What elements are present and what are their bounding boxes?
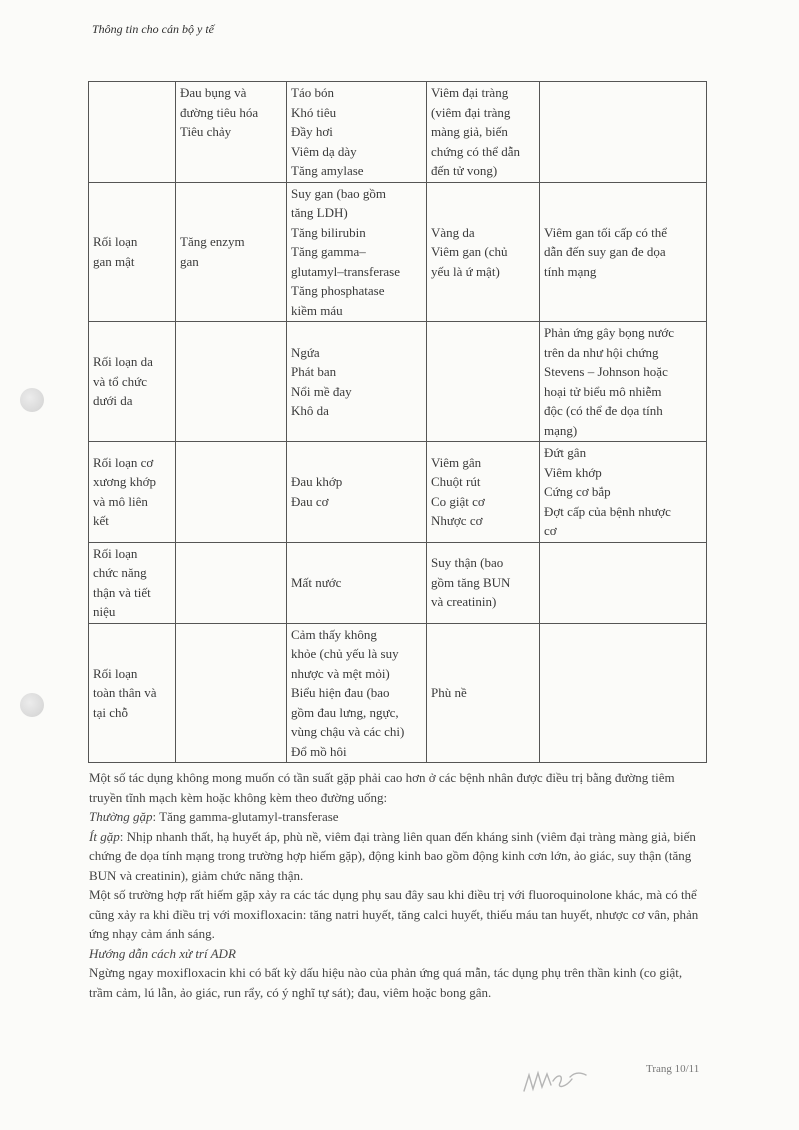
rare-cell: Vàng da Viêm gan (chủ yếu là ứ mật)	[427, 182, 540, 322]
table-row	[89, 623, 707, 763]
uncommon-cell: Táo bón Khó tiêu Đầy hơi Viêm dạ dày Tăng amylase	[287, 82, 427, 183]
very-rare-cell	[540, 542, 707, 623]
frequency-label-common: Thường gặp	[89, 809, 153, 824]
punch-hole-top	[20, 388, 44, 412]
table-row	[89, 542, 707, 623]
very-rare-cell: Viêm gan tối cấp có thể dẫn đến suy gan đe dọa tính mạng	[540, 182, 707, 322]
uncommon-cell: Cảm thấy không khỏe (chủ yếu là suy nhược và mệt mỏi) Biểu hiện đau (bao gồm đau lưng, ngực, vùng chậu và các chi) Đổ mồ hôi	[287, 623, 427, 763]
adr-table	[88, 81, 707, 763]
very-rare-cell: Đứt gân Viêm khớp Cứng cơ bắp Đợt cấp của bệnh nhược cơ	[540, 442, 707, 543]
common-cell: Tăng enzym gan	[176, 182, 287, 322]
table-row	[89, 322, 707, 442]
organ-class-cell: Rối loạn toàn thân và tại chỗ	[89, 623, 176, 763]
common-cell	[176, 442, 287, 543]
very-rare-cell	[540, 82, 707, 183]
rare-cell	[427, 322, 540, 442]
paragraph-very-rare: Một số trường hợp rất hiếm gặp xảy ra các tác dụng phụ sau đây sau khi điều trị với fluoroquinolone khác, mà có thể cũng xảy ra khi điều trị với moxifloxacin: tăng natri huyết, tăng calci huyết, thiếu máu tan huyết, nhược cơ vân, phản ứng nhạy cảm ánh sáng.	[89, 887, 699, 941]
adr-notes	[89, 768, 709, 1002]
paragraph-adr-management: Ngừng ngay moxifloxacin khi có bất kỳ dấu hiệu nào của phản ứng quá mẫn, tác dụng phụ trên thần kinh (co giật, trầm cảm, lú lẫn, ảo giác, run rẩy, có ý nghĩ tự sát); đau, viêm hoặc bong gân.	[89, 965, 683, 1000]
page-number: Trang 10/11	[646, 1063, 700, 1075]
uncommon-cell: Suy gan (bao gồm tăng LDH) Tăng bilirubin Tăng gamma– glutamyl–transferase Tăng phosphatase kiềm máu	[287, 182, 427, 322]
organ-class-cell: Rối loạn chức năng thận và tiết niệu	[89, 542, 176, 623]
common-cell	[176, 542, 287, 623]
common-cell	[176, 623, 287, 763]
frequency-text-uncommon: : Nhịp nhanh thất, hạ huyết áp, phù nề, viêm đại tràng liên quan đến kháng sinh (viêm đại tràng màng giả, biến chứng đe dọa tính mạng trong trường hợp hiếm gặp), động kinh bao gồm động kinh cơn lớn, ảo giác, suy thận (tăng BUN và creatinin), giảm chức năng thận.	[89, 828, 696, 883]
rare-cell: Phù nề	[427, 623, 540, 763]
uncommon-cell: Mất nước	[287, 542, 427, 623]
rare-cell: Viêm đại tràng (viêm đại tràng màng giả, biến chứng có thể dẫn đến tử vong)	[427, 82, 540, 183]
frequency-text-common: : Tăng gamma-glutamyl-transferase	[152, 809, 339, 824]
page-header: Thông tin cho cán bộ y tế	[92, 22, 214, 36]
common-cell	[176, 322, 287, 442]
organ-class-cell: Rối loạn cơ xương khớp và mô liên kết	[89, 442, 176, 543]
punch-hole-bottom	[20, 693, 44, 717]
paragraph-iv-intro: Một số tác dụng không mong muốn có tần suất gặp phải cao hơn ở các bệnh nhân được điều trị bằng đường tiêm truyền tĩnh mạch kèm hoặc không kèm theo đường uống:	[89, 770, 675, 805]
very-rare-cell: Phản ứng gây bọng nước trên da như hội chứng Stevens – Johnson hoặc hoại tử biểu mô nhiễm độc (có thể đe dọa tính mạng)	[540, 322, 707, 442]
very-rare-cell	[540, 623, 707, 763]
section-heading-adr-management: Hướng dẫn cách xử trí ADR	[89, 945, 236, 961]
paragraph-common	[89, 807, 709, 827]
table-row	[89, 182, 707, 322]
organ-class-cell: Rối loạn da và tổ chức dưới da	[89, 322, 176, 442]
table-row	[89, 82, 707, 183]
signature-mark	[520, 1065, 590, 1097]
organ-class-cell	[89, 82, 176, 183]
table-row	[89, 442, 707, 543]
uncommon-cell: Ngứa Phát ban Nổi mề đay Khô da	[287, 322, 427, 442]
uncommon-cell: Đau khớp Đau cơ	[287, 442, 427, 543]
organ-class-cell: Rối loạn gan mật	[89, 182, 176, 322]
frequency-label-uncommon: Ít gặp	[89, 828, 120, 844]
rare-cell: Viêm gân Chuột rút Co giật cơ Nhược cơ	[427, 442, 540, 543]
rare-cell: Suy thận (bao gồm tăng BUN và creatinin)	[427, 542, 540, 623]
common-cell: Đau bụng và đường tiêu hóa Tiêu chảy	[176, 82, 287, 183]
paragraph-uncommon	[89, 827, 709, 886]
